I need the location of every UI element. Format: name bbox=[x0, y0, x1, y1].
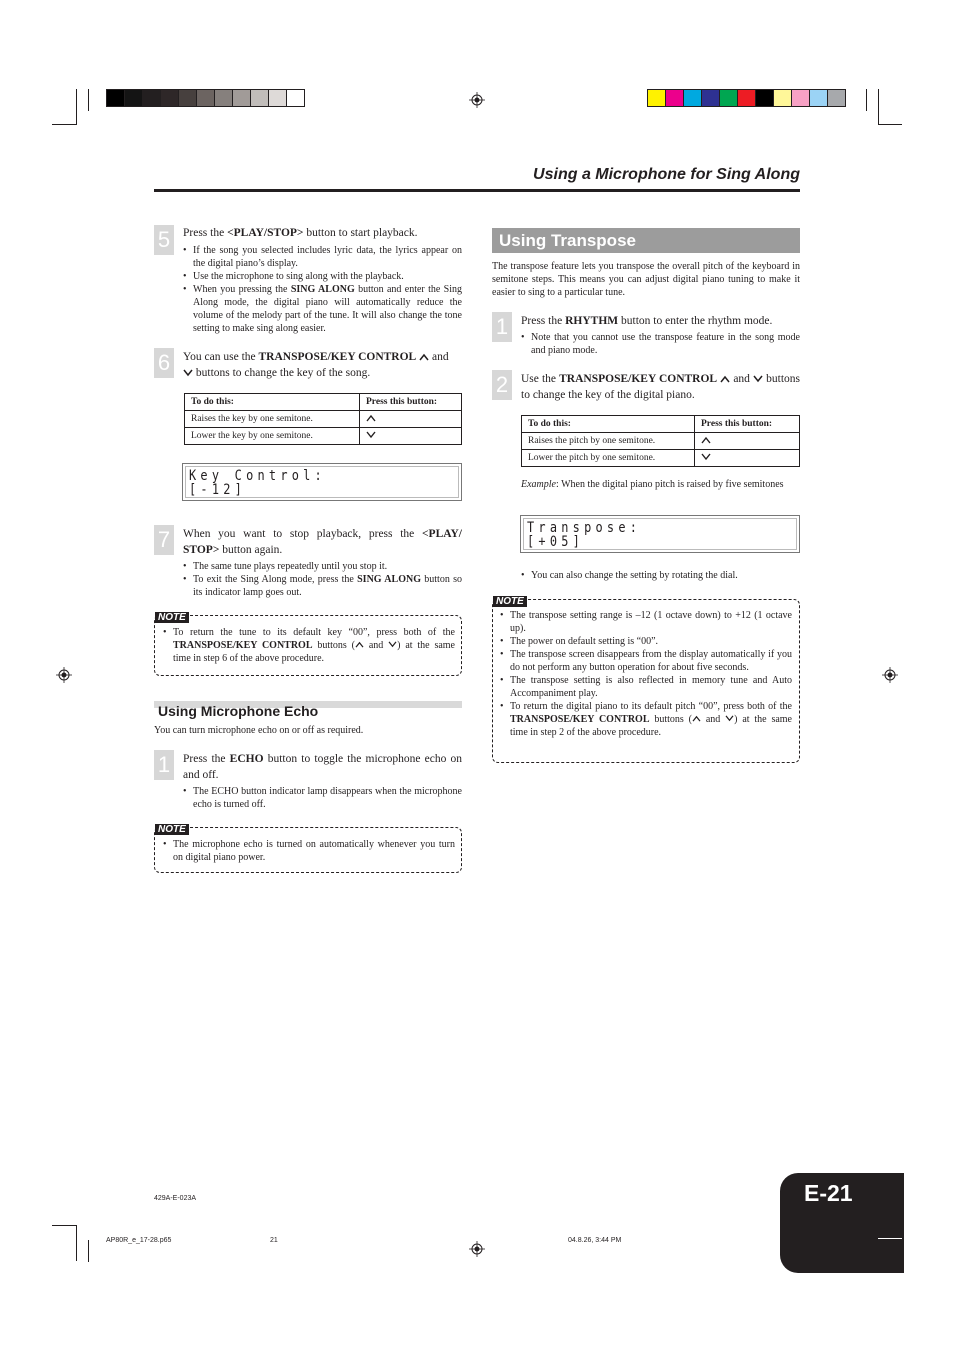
caret-down-icon bbox=[183, 369, 193, 377]
caret-up-icon bbox=[692, 715, 701, 722]
color-swatch bbox=[792, 90, 810, 106]
list-item: • When you pressing the SING ALONG button and enter the Sing Along mode, the digital piano will automatically reduce the volume of the melody part of the tune. It will also change the tone setting to make sing along easier. bbox=[183, 283, 462, 335]
transpose-step-1-badge: 1 bbox=[492, 312, 512, 342]
color-swatch bbox=[774, 90, 792, 106]
note-tag: NOTE bbox=[155, 824, 189, 835]
list-item: • If the song you selected includes lyric data, the lyrics appear on the digital piano’s display. bbox=[183, 244, 462, 270]
echo-intro: You can turn microphone echo on or off as required. bbox=[154, 725, 364, 736]
list-item: • The power on default setting is “00”. bbox=[500, 635, 792, 648]
list-item: • The transpose setting range is –12 (1 octave down) to +12 (1 octave up). bbox=[500, 609, 792, 635]
color-swatch bbox=[738, 90, 756, 106]
color-swatch bbox=[648, 90, 666, 106]
caret-down-icon bbox=[701, 453, 711, 461]
color-swatch bbox=[828, 90, 845, 106]
caret-down-icon bbox=[388, 641, 397, 648]
step-6-badge: 6 bbox=[154, 348, 174, 378]
registration-mark-right-icon bbox=[882, 667, 898, 683]
color-swatch bbox=[107, 90, 125, 106]
gray-color-bar bbox=[106, 89, 305, 107]
footer-filename: AP80R_e_17-28.p65 bbox=[106, 1237, 172, 1244]
table-header: To do this: bbox=[185, 394, 360, 411]
note-tag: NOTE bbox=[493, 596, 527, 607]
table-row: Lower the pitch by one semitone. bbox=[522, 450, 800, 467]
caret-up-icon bbox=[419, 353, 429, 361]
transpose-step-1-text: Press the RHYTHM button to enter the rhythm mode. bbox=[521, 315, 773, 327]
color-swatch bbox=[143, 90, 161, 106]
echo-step-bullets bbox=[183, 785, 462, 811]
step-5-text: Press the <PLAY/STOP> button to start playback. bbox=[183, 227, 418, 239]
caret-up-icon bbox=[366, 414, 376, 422]
echo-step-1-text: Press the ECHO button to toggle the microphone echo on and off. bbox=[183, 753, 462, 781]
color-swatch bbox=[720, 90, 738, 106]
note-2-bullets bbox=[163, 838, 455, 864]
list-item: • To return the tune to its default key “00”, press both of the TRANSPOSE/KEY CONTROL buttons ( and ) at the same time in step 6 of the above procedure. bbox=[163, 626, 455, 665]
list-item: • To return the digital piano to its default pitch “00”, press both of the TRANSPOSE/KEY CONTROL buttons ( and ) at the same time in step 2 of the above procedure. bbox=[500, 700, 792, 739]
color-swatch bbox=[666, 90, 684, 106]
list-item: • To exit the Sing Along mode, press the SING ALONG button so its indicator lamp goes out. bbox=[183, 573, 462, 599]
table-header: Press this button: bbox=[360, 394, 462, 411]
color-swatch bbox=[161, 90, 179, 106]
list-item: • The transpose screen disappears from the display automatically if you do not perform any button operation for about five seconds. bbox=[500, 648, 792, 674]
color-swatch bbox=[197, 90, 215, 106]
transpose-step-1-bullets bbox=[521, 331, 800, 357]
page-number: E-21 bbox=[804, 1180, 853, 1206]
lcd-line-1: Transpose: bbox=[527, 520, 642, 536]
list-item: • Use the microphone to sing along with the playback. bbox=[183, 270, 462, 283]
table-row: Raises the pitch by one semitone. bbox=[522, 433, 800, 450]
color-swatch bbox=[684, 90, 702, 106]
transpose-step-2-text: Use the TRANSPOSE/KEY CONTROL and buttons to change the key of the digital piano. bbox=[521, 373, 800, 401]
footer-date: 04.8.26, 3:44 PM bbox=[568, 1237, 622, 1244]
lcd-line-2: [+05] bbox=[527, 534, 585, 550]
caret-down-icon bbox=[753, 375, 763, 383]
tab-crop-line bbox=[878, 1238, 902, 1239]
color-swatch bbox=[233, 90, 251, 106]
page-header-title: Using a Microphone for Sing Along bbox=[533, 166, 800, 183]
list-item: • The transpose setting is also reflected in memory tune and Auto Accompaniment play. bbox=[500, 674, 792, 700]
transpose-intro: The transpose feature lets you transpose the overall pitch of the keyboard in semitone steps. This means you can adjust digital piano tuning to make it easier to sing to a particular tune. bbox=[492, 261, 800, 298]
table-header: Press this button: bbox=[695, 416, 800, 433]
table-header: To do this: bbox=[522, 416, 695, 433]
header-rule bbox=[154, 189, 800, 192]
color-swatch bbox=[251, 90, 269, 106]
list-item: • The same tune plays repeatedly until you stop it. bbox=[183, 560, 462, 573]
table-row: Raises the key by one semitone. bbox=[185, 411, 462, 428]
echo-step-1-badge: 1 bbox=[154, 750, 174, 780]
lcd-line-2: [-12] bbox=[189, 482, 247, 498]
color-swatch bbox=[215, 90, 233, 106]
list-item: • Note that you cannot use the transpose feature in the song mode and piano mode. bbox=[521, 331, 800, 357]
caret-up-icon bbox=[355, 641, 364, 648]
registration-mark-bottom-icon bbox=[469, 1241, 485, 1257]
example-caption: Example: When the digital piano pitch is raised by five semitones bbox=[521, 479, 784, 490]
transpose-table bbox=[521, 415, 800, 467]
footer-page: 21 bbox=[270, 1237, 278, 1244]
color-swatch bbox=[810, 90, 828, 106]
color-swatch bbox=[125, 90, 143, 106]
caret-up-icon bbox=[720, 375, 730, 383]
transpose-section-title: Using Transpose bbox=[499, 231, 636, 250]
dial-bullet bbox=[521, 569, 800, 582]
step-5-bullets bbox=[183, 244, 462, 335]
key-control-table bbox=[184, 393, 462, 445]
list-item: • You can also change the setting by rotating the dial. bbox=[521, 569, 800, 582]
lcd-display-key-control bbox=[182, 463, 462, 501]
list-item: • The ECHO button indicator lamp disappears when the microphone echo is turned off. bbox=[183, 785, 462, 811]
lcd-display-transpose bbox=[520, 515, 800, 553]
echo-section-title: Using Microphone Echo bbox=[158, 703, 319, 719]
color-swatch bbox=[269, 90, 287, 106]
registration-mark-left-icon bbox=[56, 667, 72, 683]
color-swatch bbox=[287, 90, 304, 106]
transpose-section-band bbox=[492, 228, 800, 253]
caret-up-icon bbox=[701, 436, 711, 444]
transpose-note-bullets bbox=[500, 609, 792, 739]
registration-mark-top-icon bbox=[469, 92, 485, 108]
color-swatch bbox=[702, 90, 720, 106]
caret-down-icon bbox=[725, 715, 734, 722]
table-row: Lower the key by one semitone. bbox=[185, 428, 462, 445]
note-1-bullets bbox=[163, 626, 455, 665]
transpose-step-2-badge: 2 bbox=[492, 370, 512, 400]
color-swatch bbox=[179, 90, 197, 106]
note-tag: NOTE bbox=[155, 612, 189, 623]
step-6-text: You can use the TRANSPOSE/KEY CONTROL and buttons to change the key of the song. bbox=[183, 351, 449, 379]
step-7-text: When you want to stop playback, press the <PLAY/ STOP> button again. bbox=[183, 528, 462, 556]
lcd-line-1: Key Control: bbox=[189, 468, 326, 484]
color-swatch bbox=[756, 90, 774, 106]
step-5-badge: 5 bbox=[154, 225, 174, 255]
step-7-badge: 7 bbox=[154, 525, 174, 555]
list-item: • The microphone echo is turned on automatically whenever you turn on digital piano power. bbox=[163, 838, 455, 864]
process-color-bar bbox=[647, 89, 846, 107]
footer-code: 429A-E-023A bbox=[154, 1195, 197, 1202]
caret-down-icon bbox=[366, 431, 376, 439]
step-7-bullets bbox=[183, 560, 462, 599]
